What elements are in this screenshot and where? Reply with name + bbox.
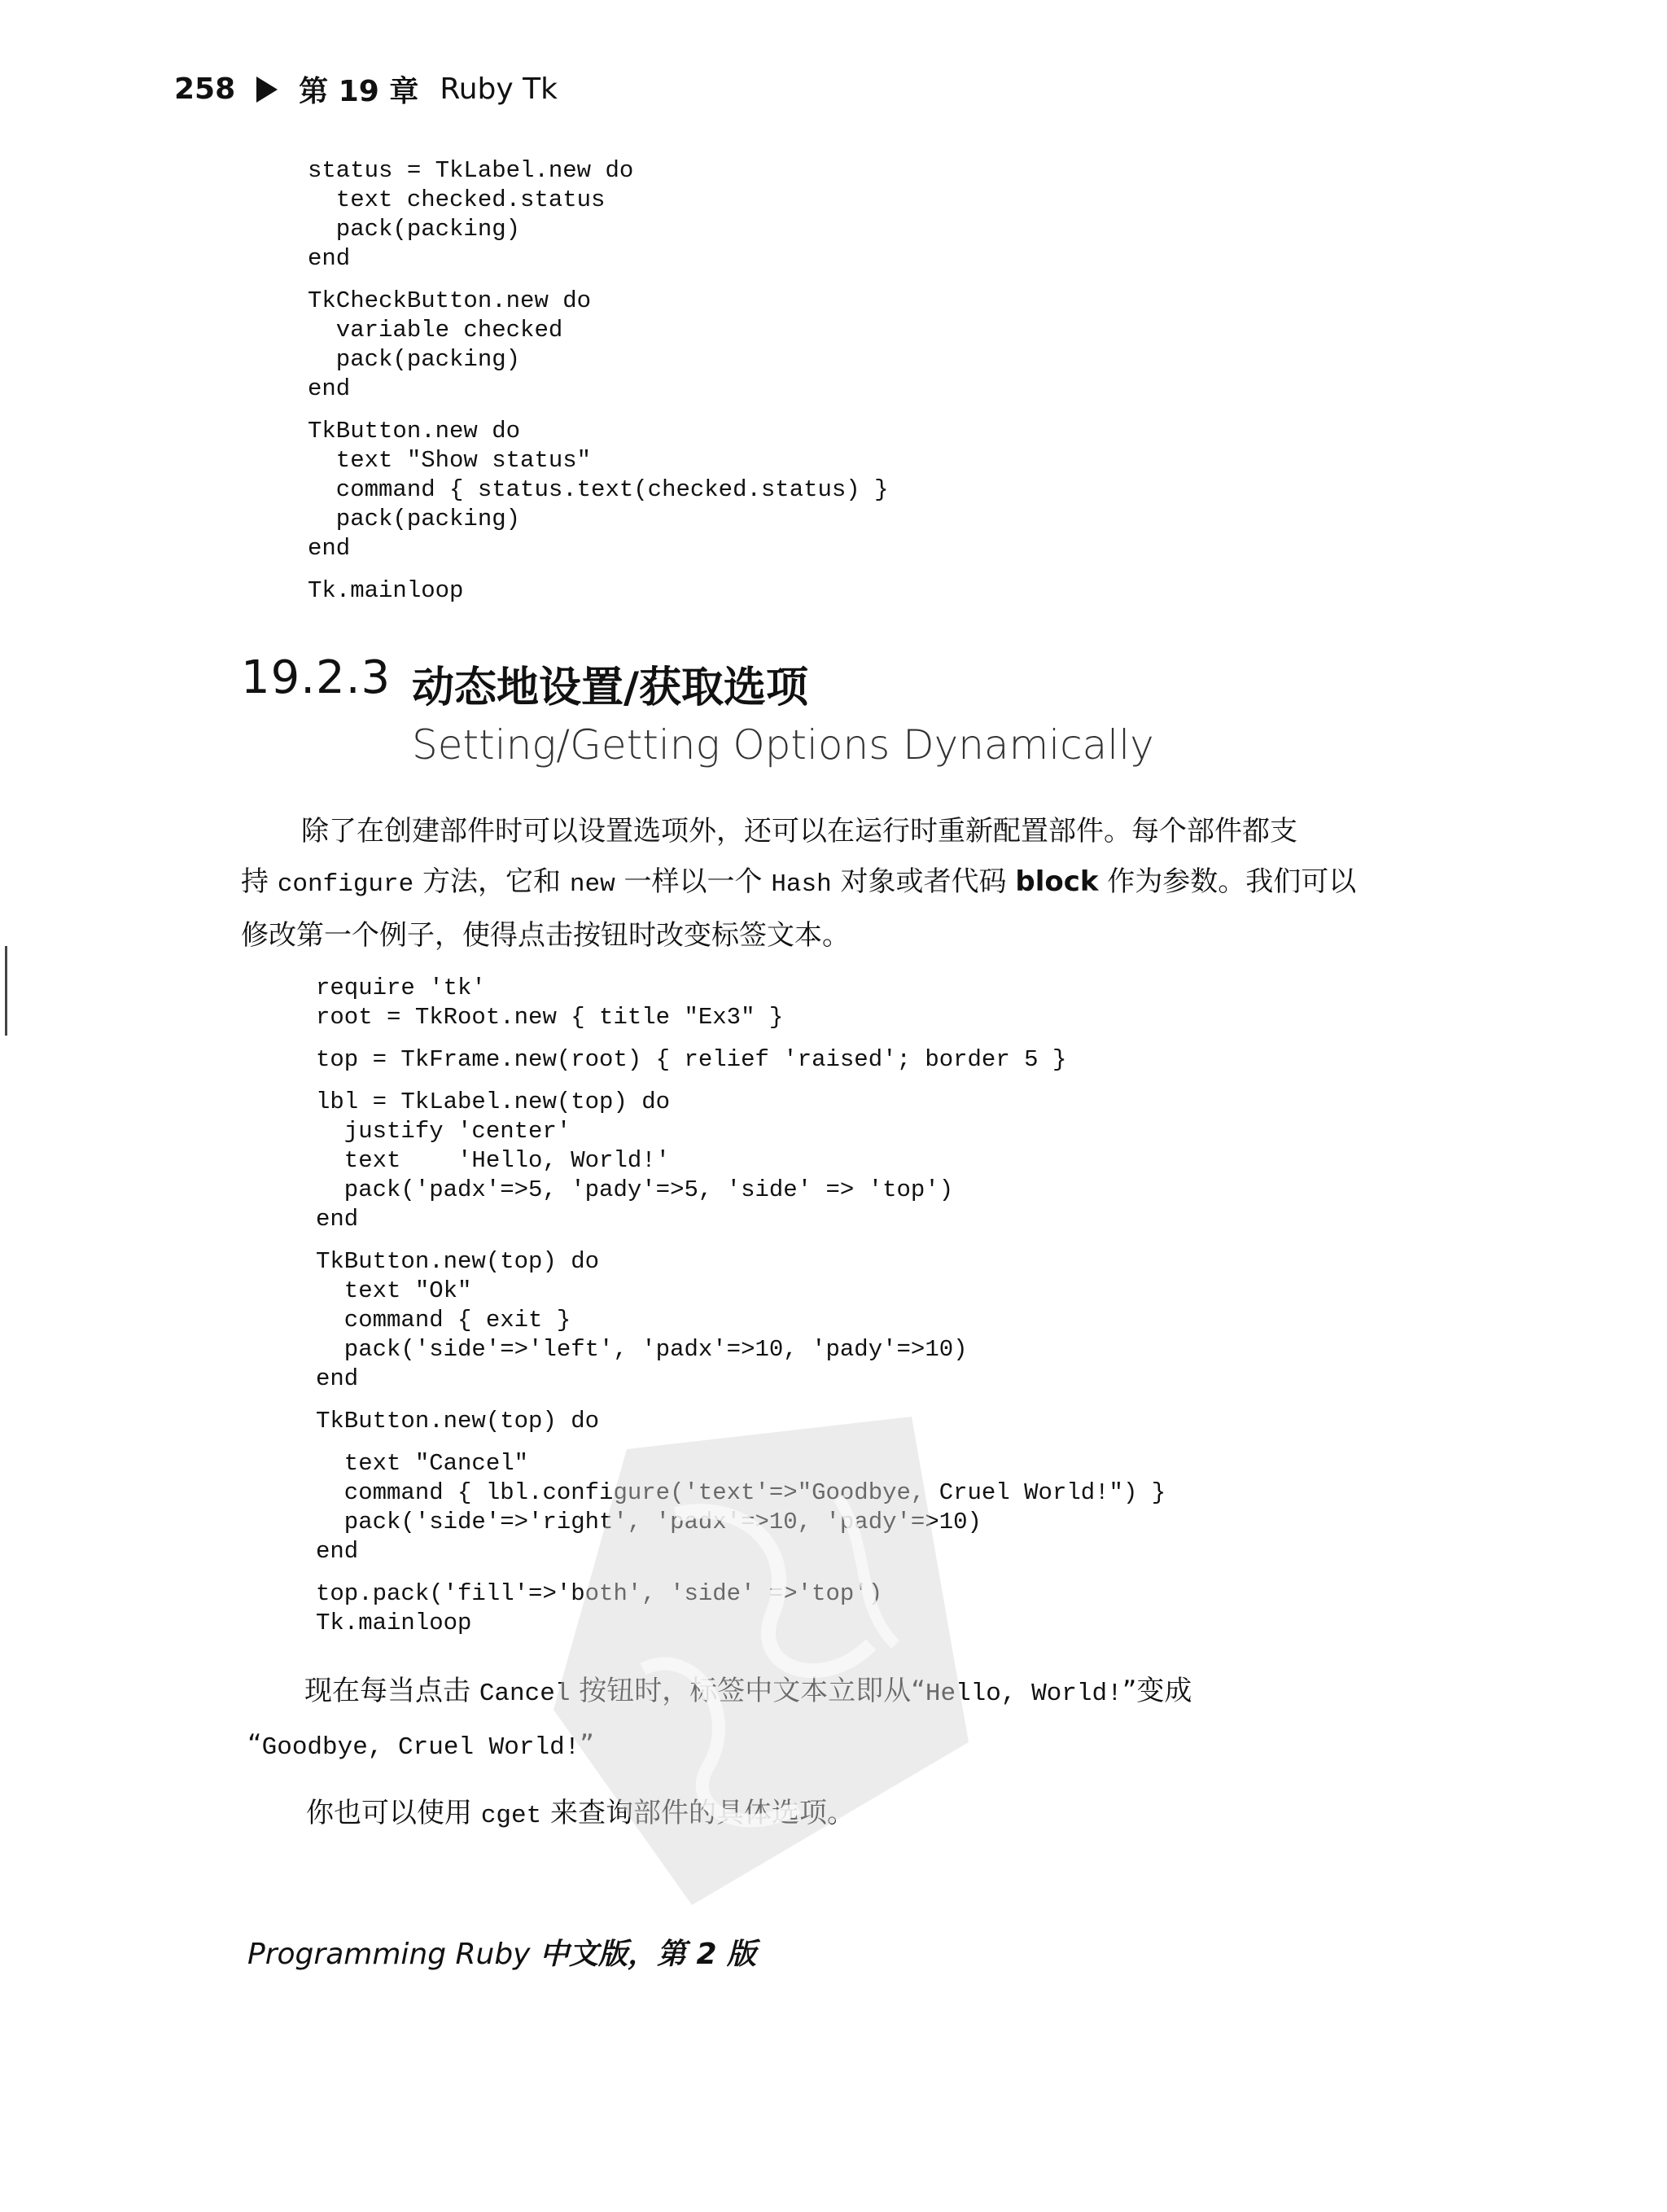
page-number: 258 (174, 72, 236, 106)
inline-term-block: block (1015, 865, 1099, 898)
inline-code-cget: cget (480, 1802, 542, 1830)
code-block-1 (308, 156, 889, 606)
footer-title-zh: 中文版，第 2 版 (539, 1938, 757, 1971)
paragraph-1-line-3: 修改第一个例子，使得点击按钮时改变标签文本。 (241, 919, 850, 952)
paragraph-1-line-2 (241, 856, 1429, 910)
code-line: text 'Hello, World!' (316, 1147, 671, 1174)
code-line: end (316, 1538, 359, 1565)
code-gap (316, 1032, 1166, 1045)
code-line: pack('padx'=>5, 'pady'=>5, 'side' => 'top') (316, 1176, 954, 1203)
code-line: TkButton.new do (308, 418, 521, 445)
section-title-en: Setting/Getting Options Dynamically (412, 721, 1154, 769)
text-run: “ (247, 1728, 262, 1761)
code-line: pack('side'=>'right', 'padx'=>10, 'pady'=>10) (316, 1509, 982, 1535)
inline-code-configure: configure (277, 870, 414, 899)
code-gap (308, 404, 889, 417)
code-line: lbl = TkLabel.new(top) do (316, 1088, 671, 1115)
code-line: command { status.text(checked.status) } (308, 476, 889, 503)
inline-code-cancel: Cancel (479, 1680, 571, 1708)
footer-title-en: Programming Ruby (247, 1938, 540, 1971)
code-line: TkButton.new(top) do (316, 1248, 600, 1275)
code-gap (316, 1234, 1166, 1247)
code-line: require 'tk' (316, 975, 486, 1001)
code-line: text "Cancel" (316, 1450, 529, 1477)
text-run: 一样以一个 (615, 865, 772, 898)
code-line: text "Show status" (308, 447, 592, 474)
inline-code-goodbye: Goodbye, Cruel World! (261, 1733, 580, 1762)
code-line: pack(packing) (308, 346, 521, 373)
code-line: TkButton.new(top) do (316, 1408, 600, 1435)
text-run: 按钮时，标签中文本立即从“ (570, 1675, 925, 1707)
code-gap (316, 1075, 1166, 1088)
code-line: command { lbl.configure('text'=>"Goodbye, Cruel World!") } (316, 1479, 1166, 1506)
scan-edge-mark (5, 946, 7, 1036)
paragraph-1 (241, 806, 1429, 961)
code-line: command { exit } (316, 1307, 571, 1334)
inline-code-new: new (569, 870, 615, 899)
text-run: 你也可以使用 (306, 1797, 481, 1829)
text-run: 作为参数。我们可以 (1098, 865, 1357, 898)
text-run: 现在每当点击 (304, 1675, 479, 1707)
inline-code-hello-world: Hello, World! (925, 1680, 1122, 1708)
chapter-label: 第 19 章 (299, 75, 419, 108)
chapter-title: Ruby Tk (440, 72, 558, 106)
code-line: pack(packing) (308, 506, 521, 532)
text-run: ”变成 (1122, 1675, 1192, 1707)
code-line: top = TkFrame.new(root) { relief 'raised'; border 5 } (316, 1046, 1067, 1073)
code-line: Tk.mainloop (316, 1610, 472, 1636)
inline-code-hash: Hash (771, 870, 832, 899)
code-line: root = TkRoot.new { title "Ex3" } (316, 1004, 784, 1031)
code-line: text "Ok" (316, 1277, 472, 1304)
code-line: Tk.mainloop (308, 577, 464, 604)
code-line: end (316, 1365, 359, 1392)
text-run: ” (580, 1728, 594, 1761)
code-line: status = TkLabel.new do (308, 157, 634, 184)
code-gap (308, 274, 889, 287)
triangle-arrow-icon (256, 77, 278, 103)
code-line: end (308, 535, 351, 562)
text-run: 对象或者代码 (831, 865, 1016, 898)
code-line: justify 'center' (316, 1118, 571, 1145)
stamp-watermark (529, 1400, 985, 1921)
section-number: 19.2.3 (241, 651, 392, 704)
code-line: pack(packing) (308, 216, 521, 243)
text-run: 持 (241, 865, 278, 898)
code-line: top.pack('fill'=>'both', 'side' =>'top') (316, 1580, 883, 1607)
code-line: variable checked (308, 317, 563, 344)
code-line: pack('side'=>'left', 'padx'=>10, 'pady'=>10) (316, 1336, 968, 1363)
code-line: end (308, 375, 351, 402)
running-header (174, 68, 558, 110)
code-line: text checked.status (308, 186, 606, 213)
code-line: TkCheckButton.new do (308, 287, 592, 314)
code-gap (308, 563, 889, 576)
code-line: end (316, 1206, 359, 1233)
section-title-zh: 动态地设置/获取选项 (412, 664, 808, 712)
text-run: 来查询部件的具体选项。 (541, 1797, 855, 1829)
text-run: 方法，它和 (413, 865, 570, 898)
paragraph-1-line-1: 除了在创建部件时可以设置选项外，还可以在运行时重新配置部件。每个部件都支 (301, 815, 1297, 848)
running-footer (247, 1931, 756, 1973)
code-line: end (308, 245, 351, 272)
